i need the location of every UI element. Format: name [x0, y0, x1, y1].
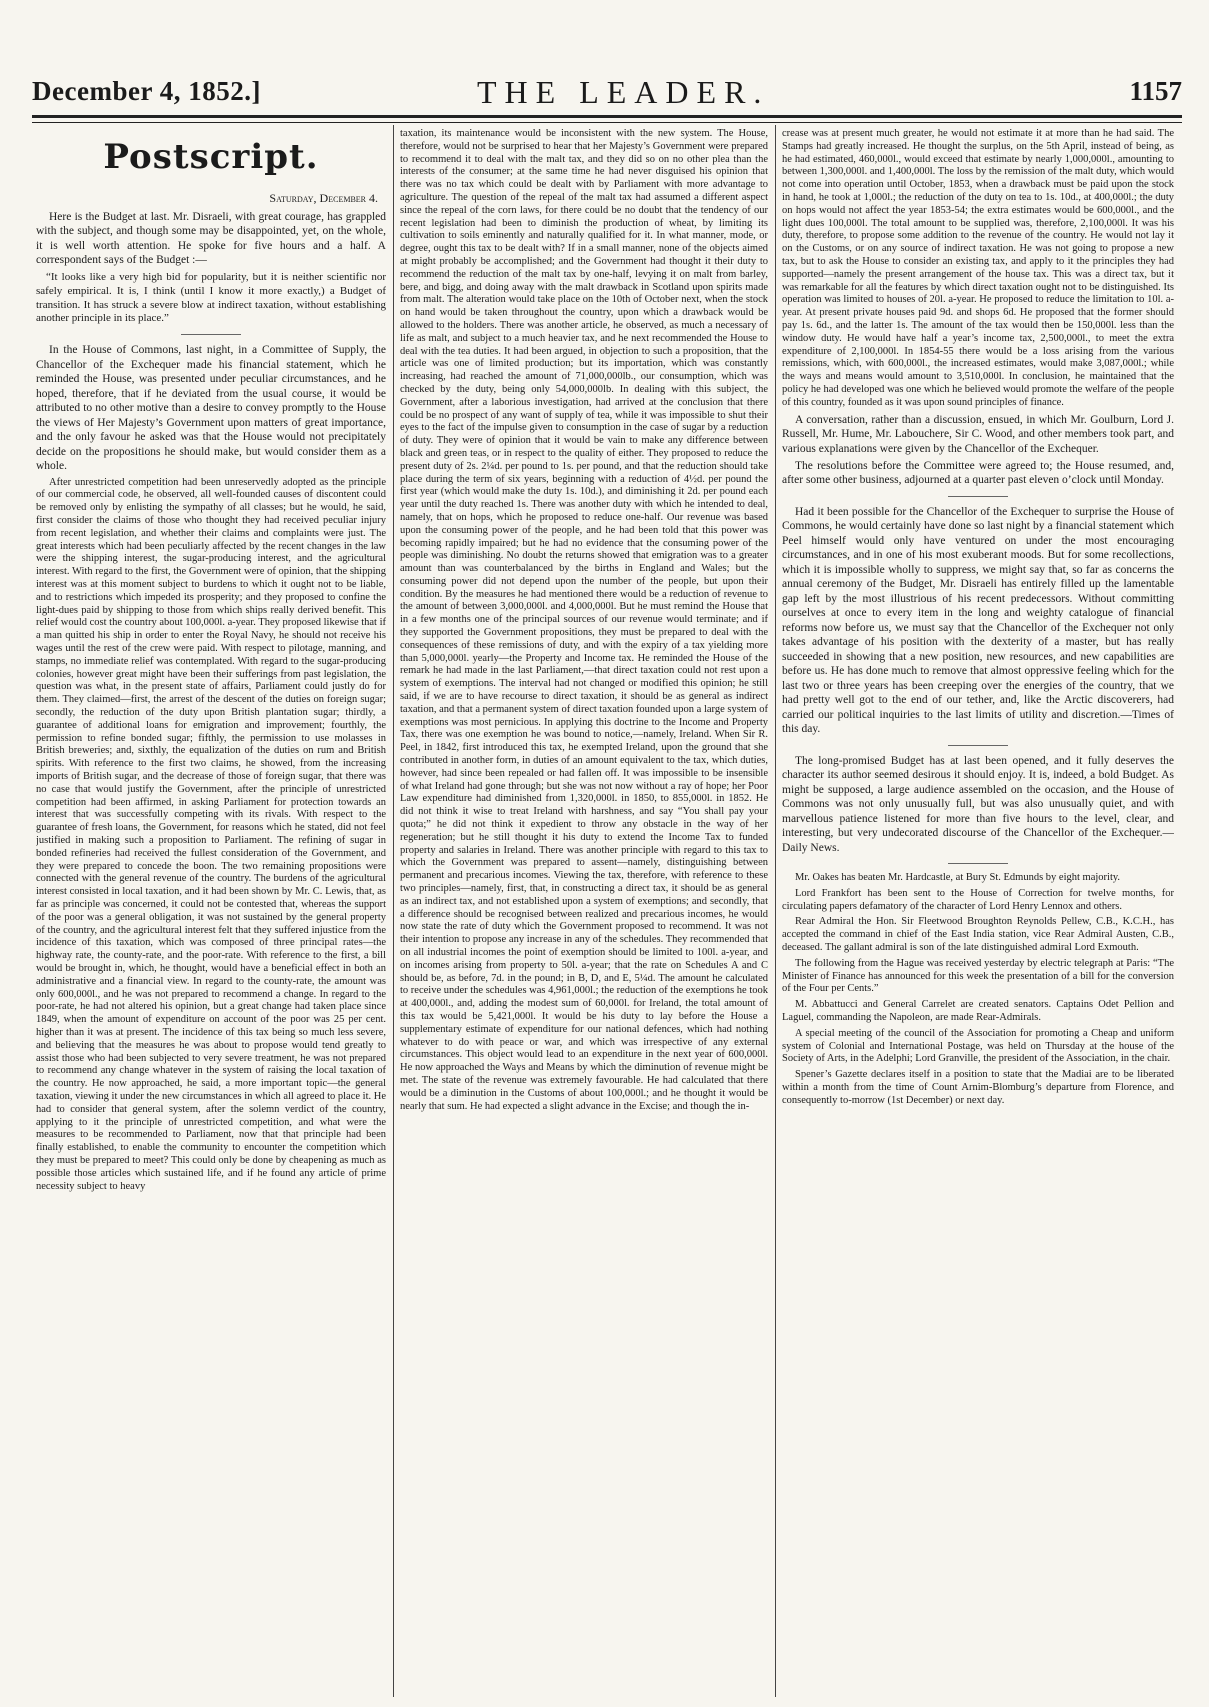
issue-date: December 4, 1852.]: [32, 76, 261, 106]
paragraph: A conversation, rather than a discussion, ensued, in which Mr. Goulburn, Lord J. Russell, Mr. Hume, Mr. Labouchere, Sir C. Wood, and other members took part, and various explanations were given by the Chancellor of the Exchequer.: [782, 413, 1174, 455]
separator: [948, 863, 1008, 864]
column-divider: [393, 125, 394, 1697]
paragraph: The long-promised Budget has at last been opened, and it fully deserves the character its author seemed desirous it should enjoy. It is, indeed, a bold Budget. As might be supposed, a large audience assembled on the occasion, and the House of Commons was not only unusually full, but was also unusually quiet, and with marvellous patience listened for more than five hours to the level, clear, and interesting, but very undecorated discourse of the Chancellor of the Exchequer.—Daily News.: [782, 754, 1174, 854]
paragraph: taxation, its maintenance would be inconsistent with the new system. The House, therefore, would not be surprised to hear that her Majesty’s Government were prepared to recommend it to deal with the malt tax, and they did so on no other plea than the interests of the consumer; at the same time he had never disguised his opinion that there was no tax which could be dealt with by Parliament with more advantage to agriculture. The question of the repeal of the malt tax had assumed a different aspect since the repeal of the corn laws, for there could be no doubt that the tendency of our recent legislation had been to diminish the production of wheat, by limiting its cultivation to soils eminently and naturally qualified for it. In what manner, mode, or degree, ought this tax to be dealt with? If in a small manner, none of the objects aimed at might probably be accomplished; and the Government had thought it their duty to recommend the reduction of the malt tax by one-half, levying it on malt from barley, bere, and bigg, and doing away with the malt drawback in Scotland upon spirits made from malt. The alteration would take place on the 10th of October next, when the stock on hand would be taken throughout the country, upon which a drawback would be allowed to the holders. There was another article, he observed, as much a necessary of life as malt, and subject to a much heavier tax, and he next recommended the House to deal with the tea duties. It had been argued, in objection to such a proposition, that the article was one of limited production; but its importation, which was constantly increasing, had reached the amount of 71,000,000lb., our consumption, which was checked by the duty, being only 54,000,000lb. In dealing with this subject, the Government, after a laborious investigation, had arrived at the conclusion that there could be no prospect of any want of supply of tea, while it was impossible to shut their eyes to the fact of the impulse given to consumption in the case of sugar by a reduction of duty. They were of opinion that it would be vain to make any difference between black and green teas, or in respect to the quality of either. They proposed to reduce the present duty of 2s. 2¼d. per pound to 1s. per pound, and that the reduction should take place during the term of six years, beginning with a reduction of 4½d. per pound the first year (which would make the duty 1s. 10d.), and diminishing it 2d. per pound each year until the duty reached 1s. There was another duty with which he intended to deal, namely, that on hops, which he proposed to reduce one-half. Our revenue was based upon the consuming power of the people, and he had been told that this power was becoming rapidly impaired; but he had no evidence that the consuming power of the people was diminishing. No doubt the returns showed that emigration was to a greater amount than was counterbalanced by the births in England and Wales; but the consuming power did not depend upon the number of the people, but upon their condition. By the measures he had mentioned there would be a reduction of revenue to the amount of between 3,000,000l. and 4,000,000l. But he must remind the House that in a few months one of the principal sources of our revenue would terminate; and if they supported the Government propositions, they must be prepared to deal with the consequences of these remissions of duty, and with the expiry of a tax yielding more than 5,000,000l. yearly—the Property and Income tax. He reminded the House of the remark he had made in the last Parliament,—that direct taxation could not rest upon a system of exemptions. The interval had not changed or modified this opinion; he still said, if we are to have recourse to direct taxation, it should be as general as indirect taxation, and that a permanent system of direct taxation founded upon a large system of exemptions was most pernicious. In applying this doctrine to the Income and Property Tax, there was one exemption he was bound to notice,—namely, Ireland. When Sir R. Peel, in 1842, first introduced this tax, he exempted Ireland, upon the ground that she contributed in another form, in duties of an amount equivalent to the tax, which duties, however, had since been repealed or had fallen off. It was impossible to be insensible of what Ireland had gone through; but she was not now without a ray of hope; her Poor Law expenditure had diminished from 1,320,000l. in 1850, to 855,000l. in 1852. He did not think it wise to treat Ireland with harshness, and say “You shall pay your quota;” he did not think it expedient to throw any obstacle in the way of her regeneration; but he still thought it his duty to extend the Income Tax to funded property and salaries in Ireland. There was another principle with regard to this tax to which the Government was prepared to assent—namely, distinguishing between permanent and precarious incomes. Viewing the tax, therefore, with reference to these two principles—namely, first, that, in constructing a direct tax, it should be as general as an indirect tax, and not established upon a system of exemptions; and secondly, that a difference should be recognised between realized and precarious incomes, he would now state the rate of duty which the Government proposed to recommend. It was not their intention to propose any increase in any of the schedules. They recommended that on all industrial incomes the point of exemption should be limited to 100l. a-year, and on incomes arising from property to 50l. a-year; that the rate on Schedules A and C should be, as before, 7d. in the pound; in B, D, and E, 5¼d. The amount he calculated to receive under the schedules was 4,961,000l.; the reduction of the exemptions he took at 400,000l., and, adding the modest sum of 60,000l. for Ireland, the total amount of this tax would be 5,421,000l. It would be his duty to lay before the House a supplementary estimate of expenditure for our national defences, which had nothing whatever to do with peace or war, and which was irrespective of any external circumstances. This object would lead to an expenditure in the next year of 600,000l. He now approached the Ways and Means by which the diminution of revenue might be met. The state of the revenue was extremely favourable. He had calculated that there would be a diminution in the Customs of about 100,000l.; and he thought it would be nearly that sum. He had expected a slight advance in the Excise; and though the in-: [400, 128, 768, 1112]
news-item: Mr. Oakes has beaten Mr. Hardcastle, at Bury St. Edmunds by eight majority.: [795, 872, 1121, 884]
separator: [181, 334, 241, 335]
column-1: [36, 128, 386, 1688]
separator: [948, 745, 1008, 746]
column-divider: [775, 125, 776, 1697]
paragraph: Here is the Budget at last. Mr. Disraeli, with great courage, has grappled with the subject, and though some may be disappointed, yet, on the whole, it is well worth attention. He spoke for five hours and a half. A correspondent says of the Budget :—: [36, 210, 386, 267]
newspaper-title: THE LEADER.: [477, 74, 770, 110]
paragraph: After unrestricted competition had been unreservedly adopted as the principle of our commercial code, he observed, all well-founded causes of discontent could be removed only by enlisting the sympathy of all classes; but he would, he said, first consider the claims of those who thought they had received peculiar injury from recent legislation, and whether their claims and complaints were just. The great interests which had been peculiarly affected by the recent changes in the law were the shipping interest, the sugar-producing interest, and the agricultural interest. With regard to the first, the Government were of opinion, that the shipping interest was at this moment subject to burdens to which it ought not to be liable, and to restrictions which impeded its prosperity; and they proposed to confine the light-dues paid by shipping to those from which ships really derived benefit. This relief would cost the country about 100,000l. a-year. They proposed likewise that if a man quitted his ship in order to enter the Royal Navy, he should not receive his wages until the rest of the crew were paid. With respect to pilotage, manning, and stamps, no immediate relief was contemplated. With regard to the sugar-producing colonies, however great might have been their sufferings from past legislation, the question was what, in the present state of affairs, Parliament could justly do for them. They claimed—first, the arrest of the descent of the duties on foreign sugar; secondly, the reduction of the duty upon British plantation sugar; thirdly, a guarantee of additional loans for emigration and improvement; fourthly, the permission to refine bonded sugar; fifthly, the permission to use molasses in British breweries; and, sixthly, the equalization of the duties on rum and British spirits. With reference to the first two claims, he showed, from the increasing imports of British sugar, and the decrease of those of foreign sugar, that there was no case that would justify the Government, after the principle of unrestricted competition had been affirmed, in asking Parliament for protection towards an interest that was successfully competing with its rivals. With respect to the guarantee of fresh loans, the Government, for reasons which he stated, did not feel justified in making such a proposition to Parliament. The refining of sugar in bonded refineries had received the fullest consideration of the Government, and they were prepared to concede the boon. The two remaining propositions were connected with the general revenue of the country. The burdens of the agricultural interest consisted in local taxation, and it had been shown by Mr. C. Lewis, that, as far as principle was concerned, it could not be contested that, whereas the support of the poor was a general obligation, it was not sustained by the general property of the country, and the agricultural interest felt that they suffered injustice from the incidence of this taxation, which was composed of three principal rates—the highway rate, the county-rate, and the poor-rate. With reference to the first, a bill would be brought in, which, he thought, would have a beneficial effect in both an administrative and a financial view. In regard to the county-rate, the amount was only 600,000l., and he was not prepared to recommend a change. In regard to the poor-rate, he had not altered his opinion, but a great change had taken place since 1849, when the amount of expenditure on account of the poor was 25 per cent. higher than it was at present. The incidence of this tax being so much less severe, and believing that the measures he was about to propose would tend greatly to assist those who had been subjected to very severe treatment, he was not prepared to recommend any change whatever in the system of raising the local taxation of the country. He now approached, he said, a more important topic—the general taxation, viewing it under the new circumstances in which all agreed to place it. He had to consider that general system, after the solemn verdict of the country, applying to it the principle of unrestricted competition, and what were the measures to be recommended to Parliament, now that that principle had been finally established, to enable the community to encounter the competition which they must be prepared to meet? This could only be done by cheapening as much as possible those articles which sustained life, and if he found any article of prime necessity subject to heavy: [36, 476, 386, 1192]
paragraph: In the House of Commons, last night, in a Committee of Supply, the Chancellor of the Exchequer made his financial statement, which he reminded the House, was presented under peculiar circumstances, and he hoped, therefore, that if he deviated from the usual course, it would be attributed to no other motive than a desire to convey promptly to the House the views of Her Majesty’s Government upon matters of great importance, and the only favour he asked was that the House would not precipitately decide on the propositions he should make, but would consider them as a whole.: [36, 344, 386, 473]
masthead: [32, 70, 1182, 112]
page-number: 1157: [1129, 76, 1182, 106]
masthead-rule-thin: [32, 122, 1182, 123]
paragraph: crease was at present much greater, he would not estimate it at more than he had said. The Stamps had greatly increased. He thought the surplus, on the 5th April, instead of being, as he had estimated, 460,000l., would exceed that estimate by nearly 1,000,000l., amounting to between 1,300,000l. and 1,400,000l. The loss by the remission of the malt duty, which would not come into operation until October, 1853, when a drawback must be paid upon the stock in hand, he took at 1,000l.; the reduction of the duty on tea to 1s. 10d., at 400,000l.; the duty on hops would not affect the year 1853-54; the extra estimates would be 600,000l., and the light dues 100,000l. The total amount to be supplied was, therefore, 2,100,000l. It was his duty, therefore, to propose some addition to the revenue of the country. He would not lay it on the Customs, or on any source of indirect taxation. He was not going to propose a new tax, but to ask the House to consider an existing tax, and apply to it the principles they had supported—namely the present arrangement of the house tax. This was a direct tax, but it was remarkable for all the features by which direct taxation ought not to be distinguished. Its operation was limited to houses of 20l. a-year. He proposed to reduce the limitation to 10l. a-year. At present private houses paid 9d. and shops 6d. He proposed that the former should pay 1s. 6d., and the latter 1s. The amount of the tax would then be 150,000l. less than the window duty. He would have half a year’s income tax, 2,500,000l., to meet the extra expenditure of 2,100,000l. In 1854-55 there would be a loss arising from the various remissions, which, with 600,000l., the increased estimates, would make 3,087,000l.; while the ways and means would amount to 3,510,000l. In conclusion, he maintained that the policy he had developed was one which he believed would promote the welfare of the people of this country, founded as it was upon sound principles of finance.: [782, 128, 1174, 408]
masthead-rule-thick: [32, 115, 1182, 118]
news-item: The following from the Hague was received yesterday by electric telegraph at Paris: “The Minister of Finance has announced for this week the presentation of a bill for the conversion of the Four per Cents.”: [782, 957, 1174, 995]
news-item: A special meeting of the council of the Association for promoting a Cheap and uniform system of Colonial and International Postage, was held on Thursday at the house of the Society of Arts, in the Adelphi; Lord Granville, the president of the Association, in the chair.: [782, 1027, 1174, 1065]
news-item: M. Abbattucci and General Carrelet are created senators. Captains Odet Pellion and Laguel, commanding the Napoleon, are made Rear-Admirals.: [782, 999, 1174, 1024]
column-2: [400, 128, 768, 1688]
news-item: Lord Frankfort has been sent to the House of Correction for twelve months, for circulating papers defamatory of the character of Lord Henry Lennox and others.: [782, 887, 1174, 912]
column-3: [782, 128, 1174, 1688]
paragraph: Had it been possible for the Chancellor of the Exchequer to surprise the House of Commons, he would certainly have done so last night by a financial statement which Peel himself would only have ventured on under the most encouraging circumstances, and in one of his most exuberant moods. But for some recollections, which it is impossible wholly to suppress, we might say that, so far as concerns the annual ceremony of the Budget, Mr. Disraeli has entirely filled up the lamentable gap left by the most illustrious of his recent predecessors. Without committing ourselves at once to every item in the long and weighty catalogue of financial reforms now before us, we must say that the Chancellor of the Exchequer not only takes advantage of his position with the dexterity of a master, but has really succeeded in showing that a new position, new resources, and new capabilities are before us. He has done much to remove that almost oppressive feeling which for the last two or three years has been creeping over the energies of the country, that we had pretty well got to the end of our tether, and, like the Arctic discoverers, had carried our political inquiries to the last limits of utility and discretion.—Times of this day.: [782, 505, 1174, 736]
separator: [948, 496, 1008, 497]
section-heading: Postscript.: [103, 137, 319, 177]
dateline: Saturday, December 4.: [269, 190, 378, 205]
quote-paragraph: “It looks like a very high bid for popularity, but it is neither scientific nor safely empirical. It is, I think (until I know it more exactly,) a Budget of transition. It has struck a severe blow at indirect taxation, without establishing another principle in its place.”: [36, 270, 386, 325]
news-item: Rear Admiral the Hon. Sir Fleetwood Broughton Reynolds Pellew, C.B., K.C.H., has accepted the command in chief of the East India station, vice Rear Admiral Austen, C.B., deceased. The gallant admiral is son of the late distinguished admiral Lord Exmouth.: [782, 916, 1174, 954]
news-item: Spener’s Gazette declares itself in a position to state that the Madiai are to be liberated within a month from the time of Count Arnim-Blomburg’s departure from Florence, and consequently to-morrow (1st December) or next day.: [782, 1069, 1174, 1106]
paragraph: The resolutions before the Committee were agreed to; the House resumed, and, after some other business, adjourned at a quarter past eleven o’clock until Monday.: [782, 459, 1174, 487]
